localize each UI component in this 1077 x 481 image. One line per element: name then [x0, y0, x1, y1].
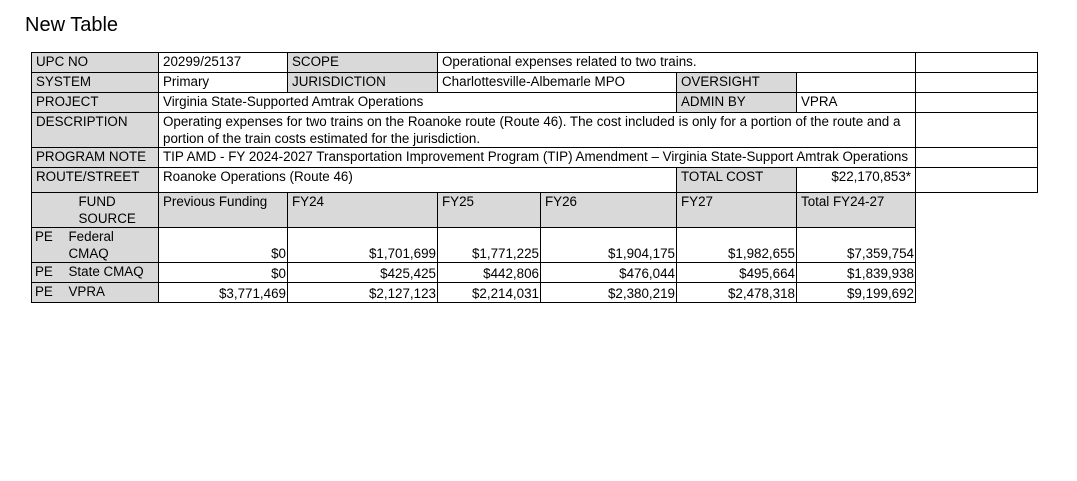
- value-system: Primary: [159, 73, 288, 93]
- header-fy27: FY27: [677, 193, 797, 228]
- label-oversight: OVERSIGHT: [677, 73, 797, 93]
- value-route-street: Roanoke Operations (Route 46): [159, 168, 677, 193]
- header-fy24: FY24: [288, 193, 438, 228]
- value-total-cost: $22,170,853*: [797, 168, 916, 193]
- fund-fy26: $1,904,175: [541, 228, 677, 263]
- fund-phase-code: PE: [32, 228, 57, 263]
- label-route-street: ROUTE/STREET: [32, 168, 159, 193]
- label-description: DESCRIPTION: [32, 113, 159, 148]
- row-project: [32, 93, 1038, 113]
- label-program-note: PROGRAM NOTE: [32, 148, 159, 168]
- fund-phase-code: PE: [32, 263, 57, 283]
- header-previous-funding: Previous Funding: [159, 193, 288, 228]
- row-description: [32, 113, 1038, 148]
- value-oversight: [797, 73, 916, 93]
- label-total-cost: TOTAL COST: [677, 168, 797, 193]
- label-system: SYSTEM: [32, 73, 159, 93]
- value-program-note: TIP AMD - FY 2024-2027 Transportation Improvement Program (TIP) Amendment – Virginia State-Support Amtrak Operations: [159, 148, 916, 168]
- fund-fy24: $425,425: [288, 263, 438, 283]
- value-admin-by: VPRA: [797, 93, 916, 113]
- fund-fy24: $1,701,699: [288, 228, 438, 263]
- fund-source-name: VPRA: [57, 283, 159, 303]
- label-scope: SCOPE: [288, 53, 438, 73]
- value-jurisdiction: Charlottesville-Albemarle MPO: [438, 73, 677, 93]
- label-admin-by: ADMIN BY: [677, 93, 797, 113]
- funding-row: [32, 283, 1038, 303]
- row-program-note: [32, 148, 1038, 168]
- fund-fy26: $476,044: [541, 263, 677, 283]
- fund-source-name: State CMAQ: [57, 263, 159, 283]
- fund-fy25: $2,214,031: [438, 283, 541, 303]
- blank-cell: [916, 148, 1038, 168]
- row-system: [32, 73, 1038, 93]
- fund-fy25: $442,806: [438, 263, 541, 283]
- header-fy26: FY26: [541, 193, 677, 228]
- header-spacer: [32, 193, 57, 228]
- row-upc: [32, 53, 1038, 73]
- fund-fy24: $2,127,123: [288, 283, 438, 303]
- label-jurisdiction: JURISDICTION: [288, 73, 438, 93]
- project-table: [31, 52, 1038, 303]
- blank-cell: [916, 113, 1038, 148]
- fund-total: $7,359,754: [797, 228, 916, 263]
- fund-previous: $0: [159, 228, 288, 263]
- fund-phase-code: PE: [32, 283, 57, 303]
- fund-source-name: Federal CMAQ: [57, 228, 159, 263]
- fund-total: $1,839,938: [797, 263, 916, 283]
- blank-cell: [916, 93, 1038, 113]
- page-title: New Table: [25, 14, 119, 36]
- value-description: Operating expenses for two trains on the Roanoke route (Route 46). The cost included is only for a portion of the route and a portion of the train costs estimated for the jurisdiction.: [159, 113, 916, 148]
- header-fund-source: FUND SOURCE: [57, 193, 159, 228]
- label-upc-no: UPC NO: [32, 53, 159, 73]
- header-fy25: FY25: [438, 193, 541, 228]
- fund-fy27: $495,664: [677, 263, 797, 283]
- fund-fy27: $2,478,318: [677, 283, 797, 303]
- blank-cell: [916, 168, 1038, 193]
- fund-previous: $0: [159, 263, 288, 283]
- funding-row: [32, 263, 1038, 283]
- row-route: [32, 168, 1038, 193]
- header-total: Total FY24-27: [797, 193, 916, 228]
- blank-cell: [916, 53, 1038, 73]
- value-project: Virginia State-Supported Amtrak Operations: [159, 93, 677, 113]
- fund-previous: $3,771,469: [159, 283, 288, 303]
- value-upc-no: 20299/25137: [159, 53, 288, 73]
- fund-total: $9,199,692: [797, 283, 916, 303]
- blank-cell: [916, 73, 1038, 93]
- fund-fy25: $1,771,225: [438, 228, 541, 263]
- funding-header-row: [32, 193, 1038, 228]
- fund-fy26: $2,380,219: [541, 283, 677, 303]
- funding-row: [32, 228, 1038, 263]
- value-scope: Operational expenses related to two trains.: [438, 53, 916, 73]
- fund-fy27: $1,982,655: [677, 228, 797, 263]
- label-project: PROJECT: [32, 93, 159, 113]
